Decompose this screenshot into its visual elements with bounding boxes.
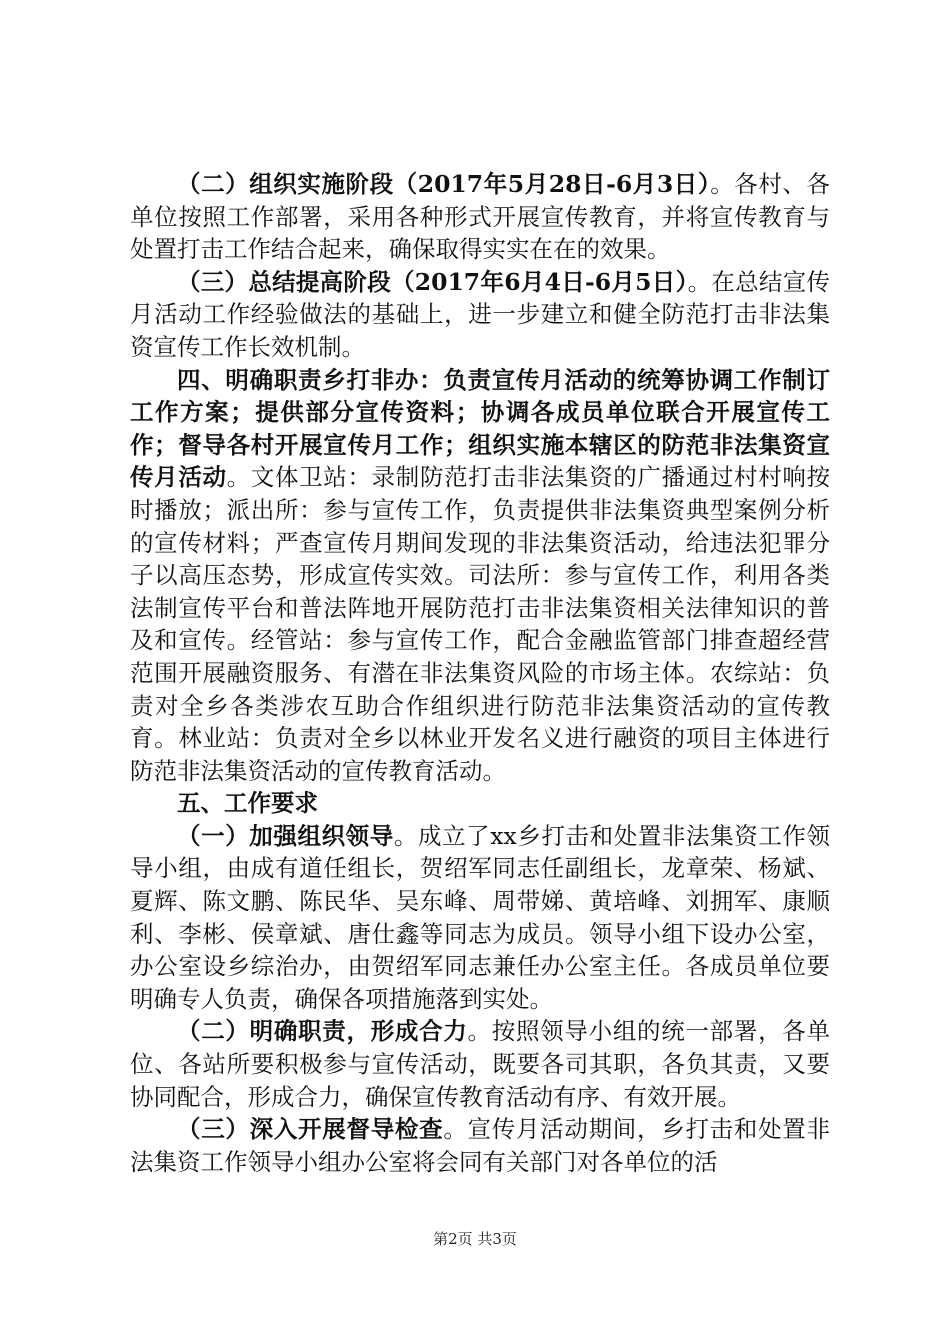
paragraph-responsibilities xyxy=(130,364,830,788)
paragraph-text: 。在总结宣传月活动工作经验做法的基础上，进一步建立和健全防范打击非法集资宣传工作长效机制。 xyxy=(130,267,830,361)
section-heading-requirements xyxy=(130,787,830,820)
paragraph-text: 。成立了xx乡打击和处置非法集资工作领导小组，由成有道任组长，贺绍军同志任副组长，龙章荣、杨斌、夏辉、陈文鹏、陈民华、吴东峰、周带娣、黄培峰、刘拥军、康顺利、李彬、侯章斌、唐仕鑫等同志为成员。领导小组下设办公室，办公室设乡综治办，由贺绍军同志兼任办公室主任。各成员单位要明确专人负责，确保各项措施落到实处。 xyxy=(130,821,831,1013)
paragraph-heading: （二）组织实施阶段（2017年5月28日-6月3日） xyxy=(177,170,711,198)
paragraph-heading: 四、明确职责乡打非办：负责宣传月活动的统筹协调工作制订工作方案；提供部分宣传资料；协调各成员单位联合开展宣传工作；督导各村开展宣传月工作；组织实施本辖区的防范非法集资宣传月活动 xyxy=(130,365,830,492)
paragraph-heading: （一）加强组织领导 xyxy=(177,821,394,850)
paragraph-stage-implementation xyxy=(130,168,830,266)
section-heading-text: 五、工作要求 xyxy=(177,789,318,818)
paragraph-cooperation xyxy=(130,1015,830,1113)
paragraph-stage-summary xyxy=(130,266,830,364)
paragraph-leadership xyxy=(130,820,830,1016)
paragraph-text: 。各村、各单位按照工作部署，采用各种形式开展宣传教育，并将宣传教育与处置打击工作结合起来，确保取得实实在在的效果。 xyxy=(130,170,830,264)
paragraph-heading: （二）明确职责，形成合力 xyxy=(177,1017,468,1046)
page-number-footer: 第2页 共3页 xyxy=(433,1230,517,1248)
paragraph-text: 。宣传月活动期间，乡打击和处置非法集资工作领导小组办公室将会同有关部门对各单位的活 xyxy=(130,1115,831,1176)
document-body xyxy=(130,168,830,1178)
paragraph-inspection xyxy=(130,1113,830,1178)
paragraph-text: 。按照领导小组的统一部署，各单位、各站所要积极参与宣传活动，既要各司其职，各负其责，又要协同配合，形成合力，确保宣传教育活动有序、有效开展。 xyxy=(130,1017,831,1111)
paragraph-text: 。文体卫站：录制防范打击非法集资的广播通过村村响按时播放；派出所：参与宣传工作，负责提供非法集资典型案例分析的宣传材料；严查宣传月期间发现的非法集资活动，给违法犯罪分子以高压态势，形成宣传实效。司法所：参与宣传工作，利用各类法制宣传平台和普法阵地开展防范打击非法集资相关法律知识的普及和宣传。经管站：参与宣传工作，配合金融监管部门排查超经营范围开展融资服务、有潜在非法集资风险的市场主体。农综站：负责对全乡各类涉农互助合作组织进行防范非法集资活动的宣传教育。林业站：负责对全乡以林业开发名义进行融资的项目主体进行防范非法集资活动的宣传教育活动。 xyxy=(130,463,831,785)
paragraph-heading: （三）总结提高阶段（2017年6月4日-6月5日） xyxy=(177,267,688,296)
paragraph-heading: （三）深入开展督导检查 xyxy=(177,1115,444,1144)
